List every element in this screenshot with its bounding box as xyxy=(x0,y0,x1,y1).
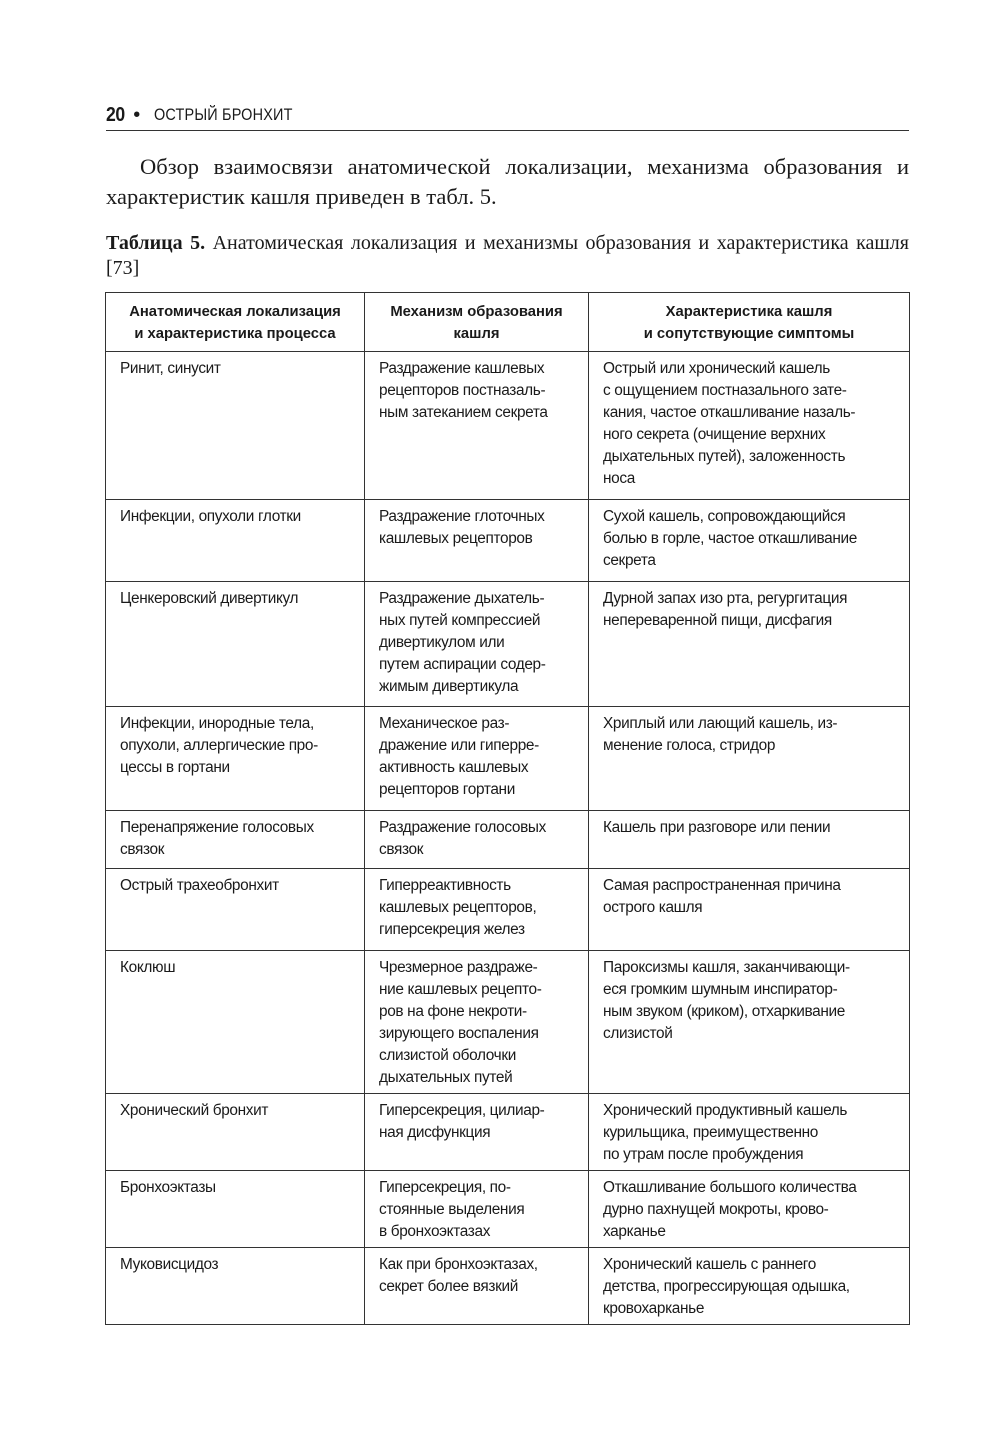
cell-location xyxy=(106,500,365,582)
cell-line: Раздражение голосовых xyxy=(379,819,546,836)
bullet-separator: • xyxy=(133,103,141,126)
table-row xyxy=(106,582,910,707)
cell-line: Дурной запах изо рта, регургитация xyxy=(603,590,848,607)
cell-line: стоянные выделения xyxy=(379,1201,525,1218)
cell-line: ров на фоне некроти- xyxy=(379,1003,527,1020)
cell-line: слизистой xyxy=(603,1025,673,1042)
cell-location xyxy=(106,1248,365,1325)
cell-line: Гиперсекреция, цилиар- xyxy=(379,1102,545,1119)
cell-mechanism xyxy=(365,352,589,500)
cell-line: острого кашля xyxy=(603,899,703,916)
cell-line: Сухой кашель, сопровождающийся xyxy=(603,508,846,525)
cell-location xyxy=(106,1171,365,1248)
table-row xyxy=(106,500,910,582)
intro-paragraph: Обзор взаимосвязи анатомической локализации, механизма образования и характеристик кашля приведен в табл. 5. xyxy=(106,154,909,209)
header-line: Характеристика кашля xyxy=(665,304,833,320)
cell-line: ного секрета (очищение верхних xyxy=(603,426,826,443)
cell-line: Откашливание большого количества xyxy=(603,1179,857,1196)
cell-characteristic xyxy=(589,707,910,811)
header-line: и характеристика процесса xyxy=(134,326,336,342)
cell-line: Как при бронхоэктазах, xyxy=(379,1256,538,1273)
cell-line: кания, частое откашливание назаль- xyxy=(603,404,856,421)
cell-characteristic xyxy=(589,500,910,582)
cell-line: Раздражение кашлевых xyxy=(379,360,545,377)
header-line: и сопутствующие симптомы xyxy=(643,326,855,342)
cell-line: Гиперреактивность xyxy=(379,877,511,894)
header-characteristic xyxy=(589,293,910,352)
cell-line: кровохарканье xyxy=(603,1300,705,1317)
cell-line: Раздражение дыхатель- xyxy=(379,590,545,607)
cell-line: дыхательных путей xyxy=(379,1069,513,1086)
cell-line: ных путей компрессией xyxy=(379,612,541,629)
header-location xyxy=(106,293,365,352)
header-mechanism xyxy=(365,293,589,352)
cell-line: Коклюш xyxy=(120,959,176,976)
table-row xyxy=(106,1171,910,1248)
cell-line: еся громким шумным инспиратор- xyxy=(603,981,838,998)
page-number: 20 xyxy=(106,103,125,126)
cell-line: опухоли, аллергические про- xyxy=(120,737,318,754)
table-row xyxy=(106,951,910,1094)
table-caption-text: Анатомическая локализация и механизмы образования и характеристика кашля [73] xyxy=(106,232,909,279)
cell-line: дыхательных путей), заложенность xyxy=(603,448,846,465)
cell-line: кашлевых рецепторов xyxy=(379,530,533,547)
cell-line: путем аспирации содер- xyxy=(379,656,546,673)
table-row xyxy=(106,352,910,500)
table-header-row xyxy=(106,293,910,352)
table-row xyxy=(106,707,910,811)
cell-line: рецепторов постназаль- xyxy=(379,382,546,399)
cell-characteristic xyxy=(589,582,910,707)
table-body xyxy=(106,352,910,1325)
cell-line: Пароксизмы кашля, заканчивающи- xyxy=(603,959,850,976)
cell-characteristic xyxy=(589,352,910,500)
cell-line: гиперсекреция желез xyxy=(379,921,525,938)
cell-line: ние кашлевых рецепто- xyxy=(379,981,542,998)
cell-line: цессы в гортани xyxy=(120,759,230,776)
cell-location xyxy=(106,811,365,869)
cell-line: Хриплый или лающий кашель, из- xyxy=(603,715,838,732)
cell-line: рецепторов гортани xyxy=(379,781,515,798)
cell-mechanism xyxy=(365,811,589,869)
table-row xyxy=(106,811,910,869)
cell-line: с ощущением постназального зате- xyxy=(603,382,847,399)
cell-line: слизистой оболочки xyxy=(379,1047,516,1064)
cell-line: дивертикулом или xyxy=(379,634,505,651)
header-line: Механизм образования xyxy=(390,304,563,320)
cell-line: Механическое раз- xyxy=(379,715,510,732)
cell-line: курильщика, преимущественно xyxy=(603,1124,818,1141)
cell-characteristic xyxy=(589,951,910,1094)
cell-line: ным затеканием секрета xyxy=(379,404,548,421)
cell-line: секрет более вязкий xyxy=(379,1278,519,1295)
cell-location xyxy=(106,582,365,707)
cell-line: Бронхоэктазы xyxy=(120,1179,216,1196)
cell-line: Хронический кашель с раннего xyxy=(603,1256,816,1273)
table-caption xyxy=(106,231,909,281)
cell-characteristic xyxy=(589,1094,910,1171)
cell-line: болью в горле, частое откашливание xyxy=(603,530,857,547)
cell-line: ным звуком (криком), отхаркивание xyxy=(603,1003,845,1020)
cell-characteristic xyxy=(589,869,910,951)
cell-line: Острый трахеобронхит xyxy=(120,877,279,894)
cell-characteristic xyxy=(589,811,910,869)
cell-line: секрета xyxy=(603,552,656,569)
cell-line: ная дисфункция xyxy=(379,1124,491,1141)
cell-line: Муковисцидоз xyxy=(120,1256,219,1273)
cell-mechanism xyxy=(365,869,589,951)
header-line: кашля xyxy=(453,326,500,342)
cell-line: Ринит, синусит xyxy=(120,360,221,377)
table-caption-label: Таблица 5. xyxy=(106,232,206,254)
cell-line: Ценкеровский дивертикул xyxy=(120,590,299,607)
cough-table xyxy=(105,292,910,1325)
cell-line: кашлевых рецепторов, xyxy=(379,899,537,916)
cell-location xyxy=(106,1094,365,1171)
cell-line: Самая распространенная причина xyxy=(603,877,841,894)
cell-line: связок xyxy=(379,841,424,858)
cell-line: Перенапряжение голосовых xyxy=(120,819,314,836)
cell-mechanism xyxy=(365,500,589,582)
header-line: Анатомическая локализация xyxy=(129,304,341,320)
cell-line: дурно пахнущей мокроты, крово- xyxy=(603,1201,829,1218)
cell-line: носа xyxy=(603,470,635,487)
cell-characteristic xyxy=(589,1248,910,1325)
cell-mechanism xyxy=(365,1248,589,1325)
section-title: ОСТРЫЙ БРОНХИТ xyxy=(154,105,293,124)
cell-line: Раздражение глоточных xyxy=(379,508,545,525)
cell-line: непереваренной пищи, дисфагия xyxy=(603,612,832,629)
cell-line: связок xyxy=(120,841,165,858)
cell-mechanism xyxy=(365,707,589,811)
cell-line: Инфекции, опухоли глотки xyxy=(120,508,301,525)
cell-line: жимым дивертикула xyxy=(379,678,519,695)
cell-line: по утрам после пробуждения xyxy=(603,1146,804,1163)
cell-line: дражение или гиперре- xyxy=(379,737,539,754)
cell-location xyxy=(106,951,365,1094)
cell-line: детства, прогрессирующая одышка, xyxy=(603,1278,850,1295)
cell-mechanism xyxy=(365,582,589,707)
table-row xyxy=(106,869,910,951)
cell-line: Кашель при разговоре или пении xyxy=(603,819,831,836)
cell-line: менение голоса, стридор xyxy=(603,737,776,754)
cell-line: активность кашлевых xyxy=(379,759,529,776)
cell-line: Хронический продуктивный кашель xyxy=(603,1102,848,1119)
cell-mechanism xyxy=(365,1094,589,1171)
table-row xyxy=(106,1094,910,1171)
cell-location xyxy=(106,869,365,951)
cell-characteristic xyxy=(589,1171,910,1248)
cell-line: Хронический бронхит xyxy=(120,1102,269,1119)
cell-line: Гиперсекреция, по- xyxy=(379,1179,511,1196)
cell-line: Чрезмерное раздраже- xyxy=(379,959,538,976)
cell-line: зирующего воспаления xyxy=(379,1025,539,1042)
cell-location xyxy=(106,352,365,500)
cell-mechanism xyxy=(365,1171,589,1248)
table-row xyxy=(106,1248,910,1325)
cell-line: Острый или хронический кашель xyxy=(603,360,830,377)
cell-line: в бронхоэктазах xyxy=(379,1223,491,1240)
cell-line: харканье xyxy=(603,1223,666,1240)
cell-location xyxy=(106,707,365,811)
cell-mechanism xyxy=(365,951,589,1094)
cell-line: Инфекции, инородные тела, xyxy=(120,715,314,732)
running-head xyxy=(106,100,909,131)
